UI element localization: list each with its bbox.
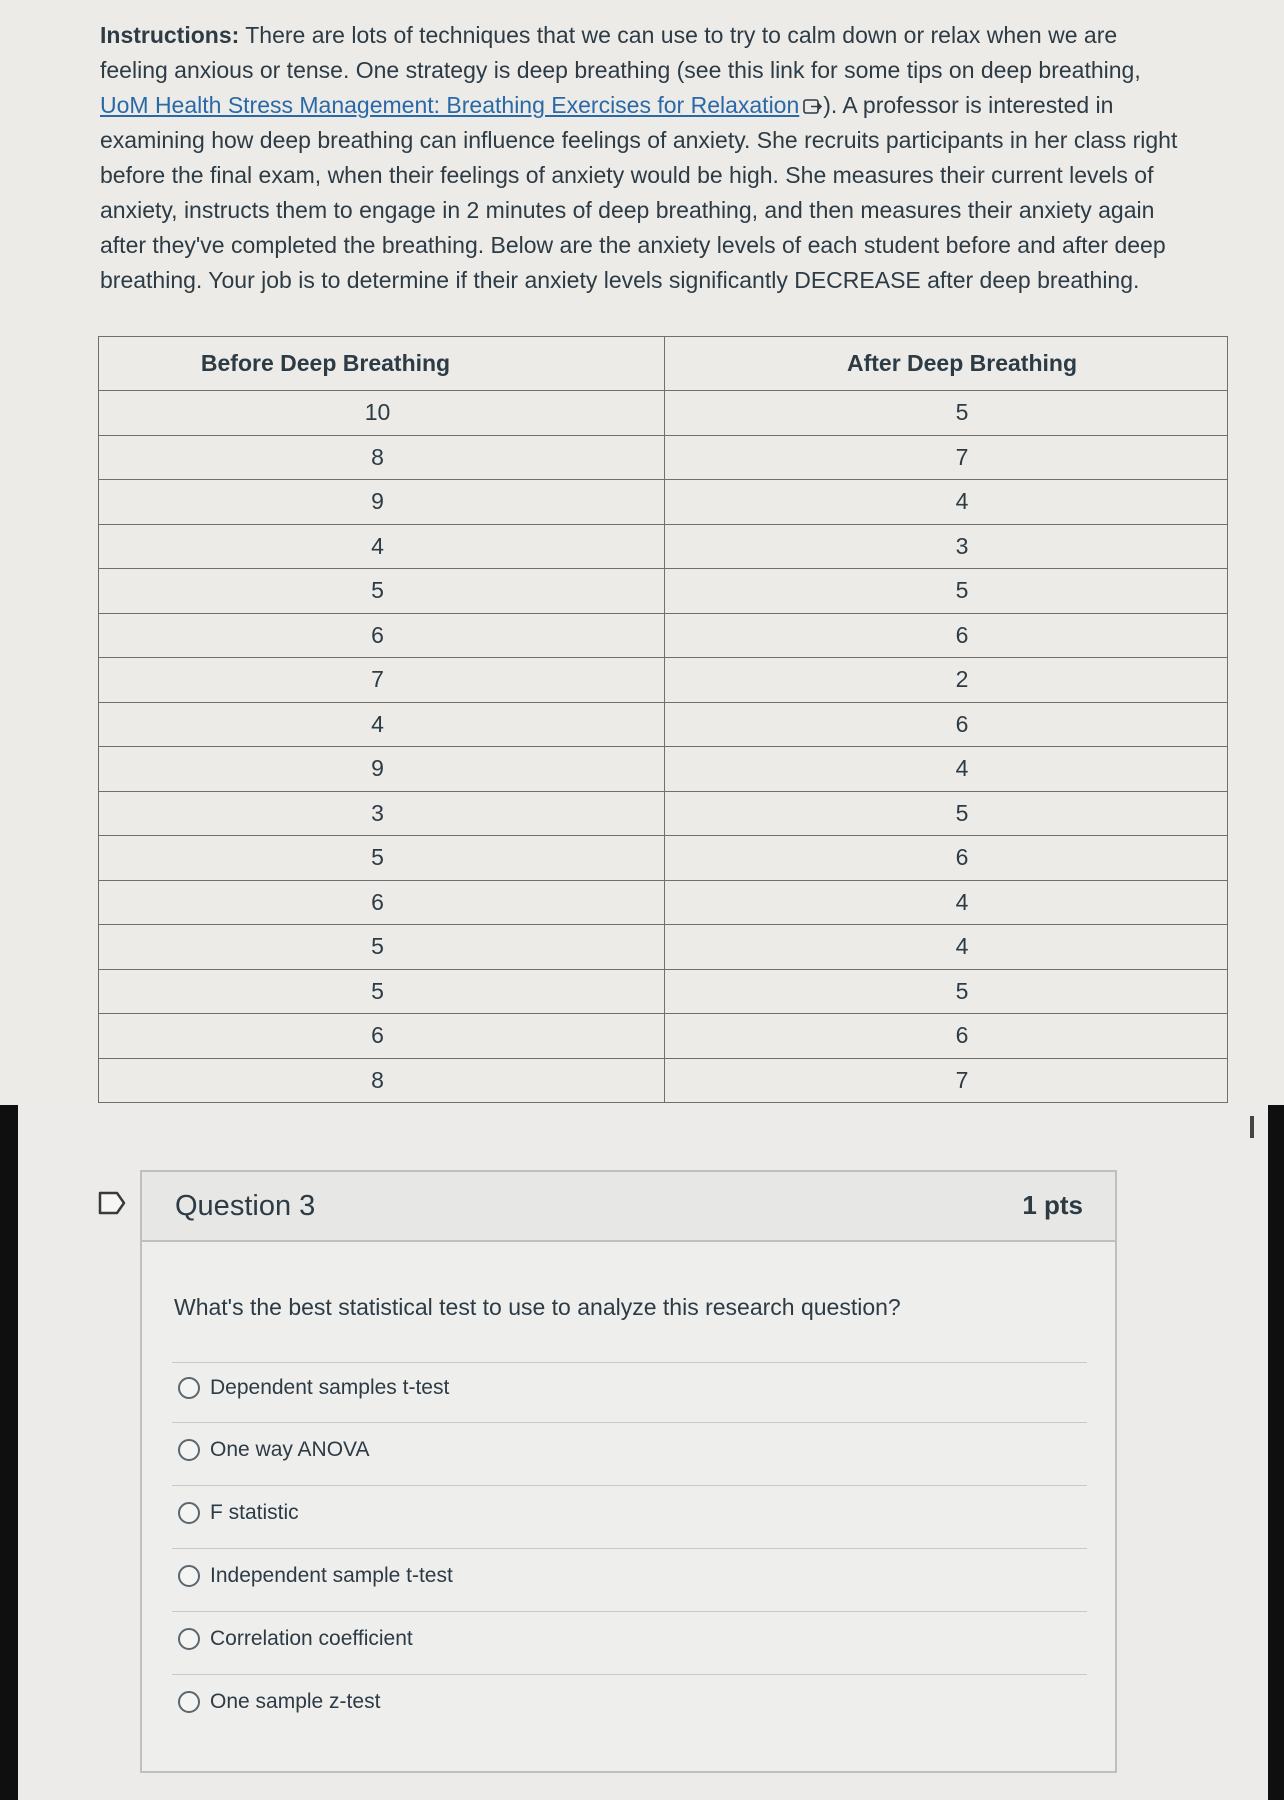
answer-option[interactable] [178,1564,453,1588]
radio-button[interactable] [178,1439,200,1461]
question-points: 1 pts [1022,1190,1083,1220]
after-value-cell: 4 [665,480,1228,525]
before-value-cell: 8 [99,1058,665,1103]
after-value-cell: 6 [665,613,1228,658]
before-value-cell: 3 [99,791,665,836]
table-row [99,391,1228,436]
before-value-cell: 5 [99,969,665,1014]
radio-button[interactable] [178,1691,200,1713]
question-title: Question 3 [175,1190,316,1222]
table-row [99,658,1228,703]
table-row [99,747,1228,792]
before-value-cell: 5 [99,836,665,881]
answer-option[interactable] [178,1501,299,1525]
table-row [99,480,1228,525]
breathing-exercises-link[interactable]: UoM Health Stress Management: Breathing Exercises for Relaxation [100,92,800,118]
instructions-body-1: There are lots of techniques that we can use to try to calm down or relax when we are feeling anxious or tense. One strategy is deep breathing (see this link for some tips on deep breathing, [100,22,1141,83]
before-value-cell: 4 [99,524,665,569]
after-value-cell: 3 [665,524,1228,569]
before-value-cell: 6 [99,613,665,658]
radio-button[interactable] [178,1377,200,1399]
divider [172,1548,1087,1549]
table-row [99,435,1228,480]
answer-option[interactable] [178,1627,413,1651]
scrollbar[interactable] [1250,1116,1254,1138]
after-value-cell: 7 [665,435,1228,480]
table-row [99,791,1228,836]
table-row [99,836,1228,881]
flag-question-icon[interactable] [97,1190,127,1216]
table-header-row [99,337,1228,391]
divider [172,1422,1087,1423]
answer-label: One way ANOVA [210,1438,370,1461]
instructions-body-2: ). A professor is interested in examining how deep breathing can influence feelings of anxiety. She recruits participants in her class right before the final exam, when their feelings of anxiety would be high. She measures their current levels of anxiety, instructs them to engage in 2 minutes of deep breathing, and then measures their anxiety again after they've completed the breathing. Below are the anxiety levels of each student before and after deep breathing. Your job is to determine if their anxiety levels significantly DECREASE after deep breathing. [100,92,1178,293]
before-value-cell: 6 [99,880,665,925]
table-row [99,969,1228,1014]
after-value-cell: 6 [665,702,1228,747]
external-link-icon[interactable] [803,99,823,115]
answer-label: Correlation coefficient [210,1627,413,1650]
before-value-cell: 8 [99,435,665,480]
radio-button[interactable] [178,1565,200,1587]
table-row [99,925,1228,970]
table-row [99,569,1228,614]
answer-option[interactable] [178,1376,449,1400]
question-card [140,1170,1117,1773]
answer-option[interactable] [178,1438,370,1462]
before-value-cell: 9 [99,480,665,525]
before-value-cell: 5 [99,925,665,970]
header-after: After Deep Breathing [665,337,1228,391]
before-value-cell: 5 [99,569,665,614]
table-row [99,880,1228,925]
before-value-cell: 4 [99,702,665,747]
answer-option[interactable] [178,1690,380,1714]
after-value-cell: 5 [665,391,1228,436]
anxiety-data-table [98,336,1228,1103]
before-value-cell: 10 [99,391,665,436]
radio-button[interactable] [178,1628,200,1650]
after-value-cell: 4 [665,925,1228,970]
divider [172,1362,1087,1363]
after-value-cell: 5 [665,791,1228,836]
after-value-cell: 5 [665,569,1228,614]
table-row [99,1014,1228,1059]
screen-edge-left [0,1105,18,1800]
table-row [99,613,1228,658]
screen-edge-right [1268,1105,1284,1800]
question-prompt: What's the best statistical test to use to analyze this research question? [174,1294,901,1320]
before-value-cell: 7 [99,658,665,703]
before-value-cell: 6 [99,1014,665,1059]
after-value-cell: 7 [665,1058,1228,1103]
answer-label: One sample z-test [210,1690,381,1713]
instructions-label: Instructions: [100,22,240,48]
divider [172,1674,1087,1675]
divider [172,1485,1087,1486]
after-value-cell: 2 [665,658,1228,703]
answer-label: Dependent samples t-test [210,1376,450,1399]
table-row [99,524,1228,569]
answer-label: F statistic [210,1501,299,1524]
question-header [142,1172,1115,1242]
after-value-cell: 6 [665,836,1228,881]
after-value-cell: 4 [665,747,1228,792]
divider [172,1611,1087,1612]
instructions-text [100,18,1190,298]
header-before: Before Deep Breathing [99,337,665,391]
after-value-cell: 6 [665,1014,1228,1059]
table-row [99,702,1228,747]
answer-label: Independent sample t-test [210,1564,453,1587]
table-row [99,1058,1228,1103]
before-value-cell: 9 [99,747,665,792]
radio-button[interactable] [178,1502,200,1524]
after-value-cell: 4 [665,880,1228,925]
after-value-cell: 5 [665,969,1228,1014]
